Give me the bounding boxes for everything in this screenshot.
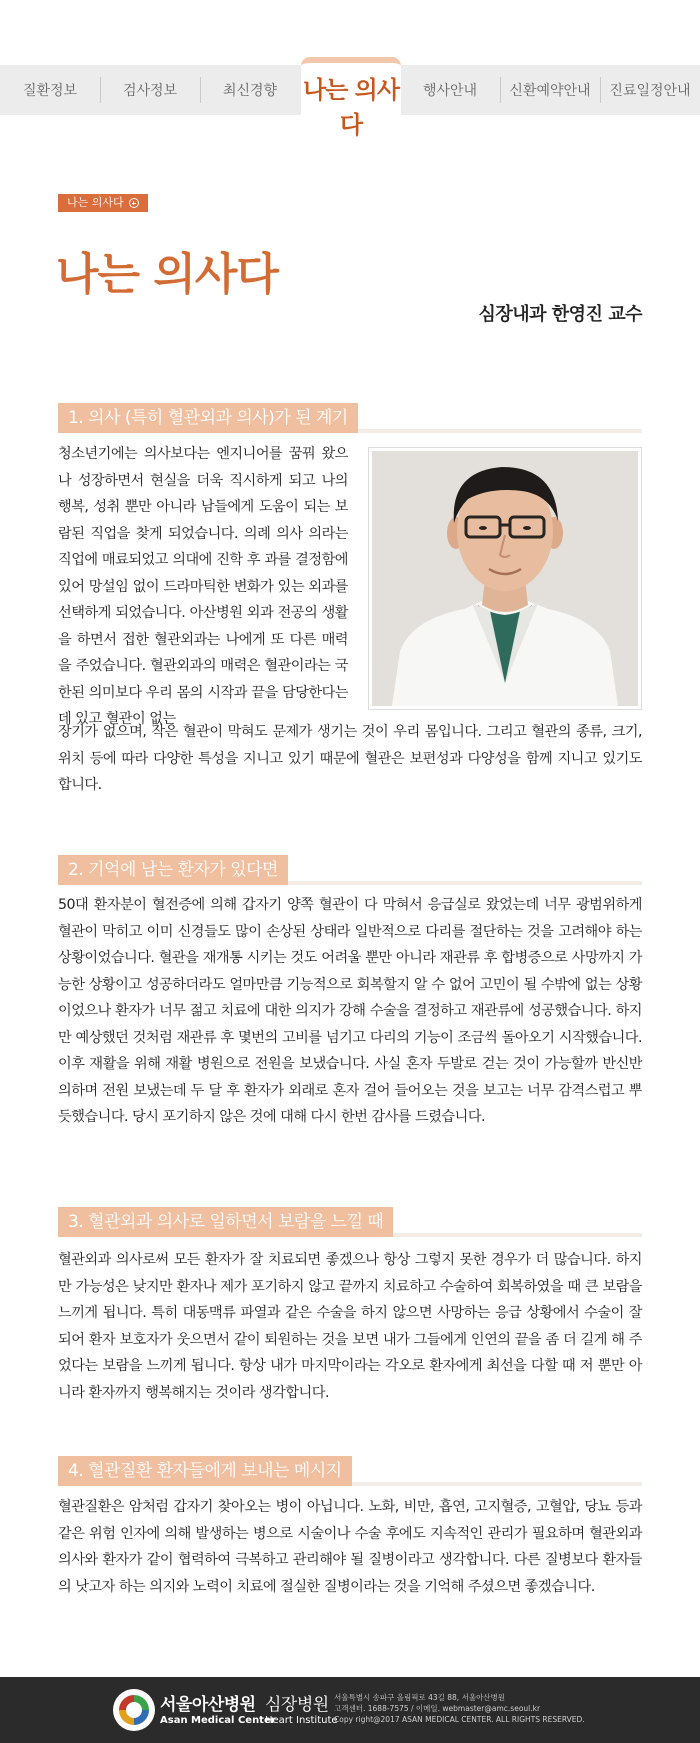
section-heading-2 bbox=[58, 855, 642, 885]
section-heading-1 bbox=[58, 403, 642, 433]
nav-item-new-patient-booking[interactable] bbox=[500, 65, 600, 115]
nav-item-latest-trends[interactable] bbox=[200, 65, 300, 115]
footer-copyright: Copy right@2017 ASAN MEDICAL CENTER. ALL RIGHTS RESERVED. bbox=[334, 1715, 585, 1724]
section-title: 3. 혈관외과 의사로 일하면서 보람을 느낄 때 bbox=[58, 1207, 393, 1237]
section-title: 4. 혈관질환 환자들에게 보내는 메시지 bbox=[58, 1456, 352, 1486]
section-1-body-full: 장기가 없으며, 작은 혈관이 막혀도 문제가 생기는 것이 우리 몸입니다. 그리고 혈관의 종류, 크기, 위치 등에 따라 다양한 특성을 지니고 있기 때문에 혈관은 보편성과 다양성을 함께 지니고 있기도 합니다. bbox=[58, 724, 642, 793]
hospital-name-en: Asan Medical Center bbox=[160, 1715, 276, 1726]
nav-item-events[interactable] bbox=[400, 65, 500, 115]
author-name: 심장내과 한영진 교수 bbox=[478, 304, 642, 325]
hospital-name: 서울아산병원 bbox=[160, 1695, 256, 1715]
nav-label: 최신경향 bbox=[222, 83, 278, 99]
nav-label: 검사정보 bbox=[122, 83, 178, 99]
hospital-logo-icon bbox=[113, 1689, 155, 1731]
footer-info bbox=[334, 1692, 585, 1725]
nav-item-test-info[interactable] bbox=[100, 65, 200, 115]
section-2-body: 50대 환자분이 혈전증에 의해 갑자기 양쪽 혈관이 다 막혀서 응급실로 왔었는데 너무 광범위하게 혈관이 막히고 이미 신경들도 많이 손상된 상태라 일반적으로 다리를 절단하는 것을 고려해야 하는 상황이었습니다. 혈관을 재개통 시키는 것도 어려울 뿐만 아니라 재관류 후 합병증으로 사망까지 가능한 상황이고 성공하더라도 얼마만큼 기능적으로 회복할지 알 수 없어 고민이 될 수밖에 없는 상황이었으나 환자가 너무 젊고 치료에 대한 의지가 강해 수술을 결정하고 재관류에 성공했습니다. 하지만 예상했던 것처럼 재관류 후 몇번의 고비를 넘기고 다리의 기능이 조금씩 돌아오기 시작했습니다. 이후 재활을 위해 재활 병원으로 전원을 보냈습니다. 사실 혼자 두발로 걷는 것이 가능할까 반신반의하며 전원 보냈는데 두 달 후 환자가 외래로 혼자 걸어 들어오는 것을 보고는 너무 감격스럽고 뿌듯했습니다. 당시 포기하지 않은 것에 대해 다시 한번 감사를 드렸습니다. bbox=[58, 897, 642, 1125]
section-title: 2. 기억에 남는 환자가 있다면 bbox=[58, 855, 288, 885]
page-title: 나는 의사다 bbox=[56, 249, 278, 300]
breadcrumb-label: 나는 의사다 bbox=[67, 196, 124, 209]
institute-name: 심장병원 bbox=[265, 1695, 329, 1715]
section-3-body: 혈관외과 의사로써 모든 환자가 잘 치료되면 좋겠으나 항상 그렇지 못한 경우가 더 많습니다. 하지만 가능성은 낮지만 환자나 제가 포기하지 않고 끝까지 치료하고 수술하여 회복하였을 때 큰 보람을 느끼게 됩니다. 특히 대동맥류 파열과 같은 수술을 하지 않으면 사망하는 응급 상황에서 수술이 잘 되어 환자 보호자가 웃으면서 같이 퇴원하는 것을 보면 내가 그들에게 인연의 끝을 좀 더 길게 해 주었다는 보람을 느끼게 됩니다. 항상 내가 마지막이라는 각오로 환자에게 최선을 다할 때 저 뿐만 아니라 환자까지 행복해지는 것이라 생각합니다. bbox=[58, 1252, 642, 1401]
plus-circle-icon bbox=[129, 198, 139, 208]
doctor-photo bbox=[369, 448, 641, 709]
section-heading-3 bbox=[58, 1207, 642, 1237]
nav-item-schedule[interactable] bbox=[600, 65, 700, 115]
footer-address: 서울특별시 송파구 올림픽로 43길 88, 서울아산병원 bbox=[334, 1693, 506, 1702]
nav-label: 진료일정안내 bbox=[609, 83, 691, 99]
footer bbox=[0, 1677, 700, 1743]
nav-item-disease-info[interactable] bbox=[0, 65, 100, 115]
section-1-body-wrap: 청소년기에는 의사보다는 엔지니어를 꿈꿔 왔으나 성장하면서 현실을 더욱 직시하게 되고 나의 행복, 성취 뿐만 아니라 남들에게 도움이 되는 보람된 직업을 찾게 되었습니다. 의례 의사 의라는 직업에 매료되었고 의대에 진학 후 과를 결정함에 있어 망설임 없이 드라마틱한 변화가 있는 외과를 선택하게 되었습니다. 아산병원 외과 전공의 생활을 하면서 접한 혈관외과는 나에게 또 다른 매력을 주었습니다. 혈관외과의 매력은 혈관이라는 국한된 의미보다 우리 몸의 시작과 끝을 담당한다는데 있고 혈관이 없는 bbox=[58, 446, 348, 727]
institute-name-en: Heart Institute bbox=[265, 1715, 338, 1726]
section-title: 1. 의사 (특히 혈관외과 의사)가 된 계기 bbox=[58, 403, 358, 433]
nav-label: 질환정보 bbox=[22, 83, 78, 99]
nav-label: 행사안내 bbox=[422, 83, 478, 99]
nav-label: 신환예약안내 bbox=[509, 83, 591, 99]
breadcrumb[interactable] bbox=[58, 194, 148, 212]
section-heading-4 bbox=[58, 1456, 642, 1486]
footer-contact: 고객센터. 1688-7575 / 이메일. webmaster@amc.seoul.kr bbox=[334, 1704, 541, 1713]
section-4-body: 혈관질환은 암처럼 갑자기 찾아오는 병이 아닙니다. 노화, 비만, 흡연, 고지혈증, 고혈압, 당뇨 등과 같은 위험 인자에 의해 발생하는 병으로 시술이나 수술 후에도 지속적인 관리가 필요하며 혈관외과 의사와 환자가 같이 협력하여 극복하고 관리해야 될 질병이라고 생각합니다. 다른 질병보다 환자들의 낫고자 하는 의지와 노력이 치료에 절실한 질병이라는 것을 기억해 주셨으면 좋겠습니다. bbox=[58, 1499, 642, 1595]
nav-item-i-am-a-doctor[interactable]: 나는 의사다 bbox=[302, 76, 400, 139]
